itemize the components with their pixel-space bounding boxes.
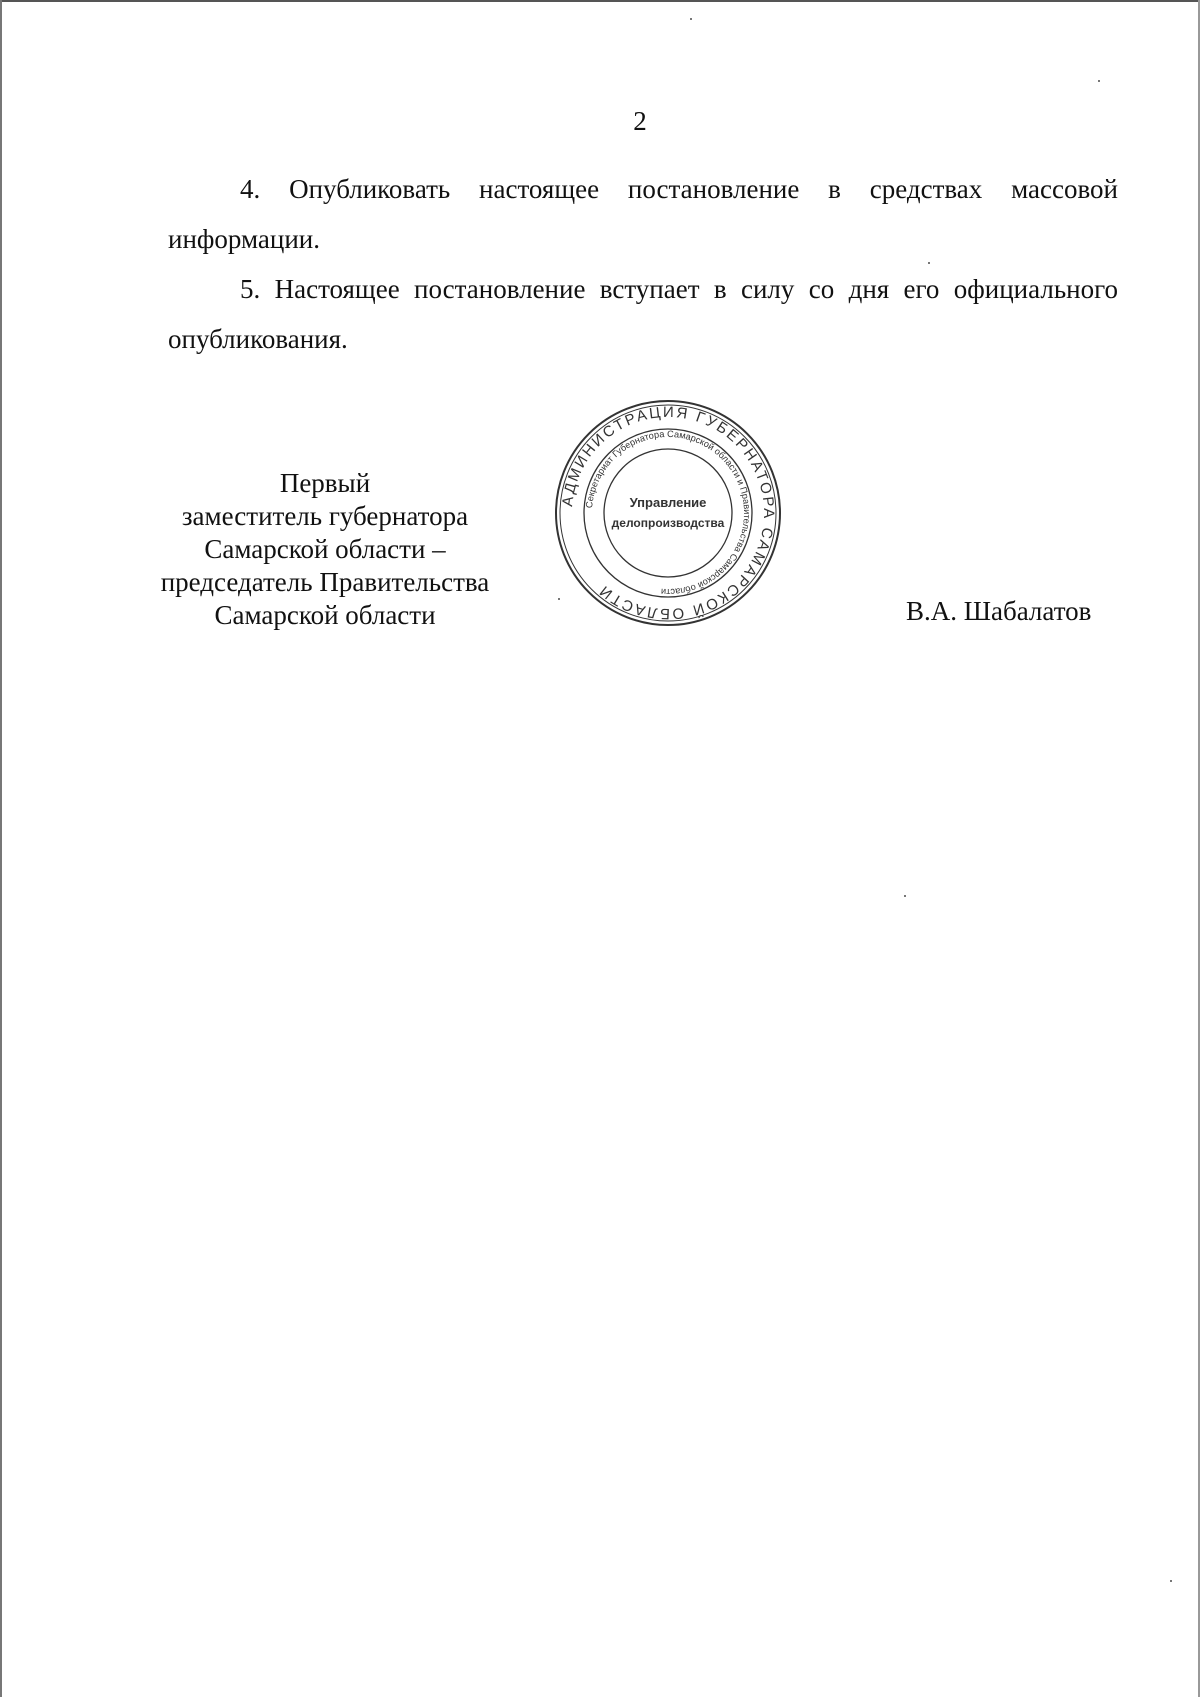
scan-speck bbox=[690, 18, 692, 20]
seal-graphic bbox=[552, 397, 784, 629]
official-seal-stamp bbox=[552, 397, 784, 629]
scan-border-top bbox=[0, 0, 1200, 2]
position-line: председатель Правительства bbox=[160, 567, 490, 597]
scan-speck bbox=[928, 262, 930, 264]
seal-center-line-2: делопроизводства bbox=[611, 516, 725, 530]
seal-inner-text: Секретариат Губернатора Самарской области и Правительства Самарской области bbox=[584, 428, 753, 598]
position-line: Самарской области bbox=[214, 600, 436, 630]
seal-center-line-1: Управление bbox=[629, 495, 707, 510]
paragraph-5: 5. Настоящее постановление вступает в силу со дня его официального опубликования. bbox=[168, 274, 1118, 354]
scan-speck bbox=[1170, 1580, 1172, 1582]
scan-border-left bbox=[0, 0, 2, 1697]
signatory-position bbox=[140, 467, 510, 632]
scan-speck bbox=[558, 598, 560, 600]
position-line: заместитель губернатора bbox=[181, 501, 469, 531]
seal-outer-text: АДМИНИСТРАЦИЯ ГУБЕРНАТОРА САМАРСКОЙ ОБЛАСТИ bbox=[559, 403, 778, 623]
page-number: 2 bbox=[633, 106, 647, 136]
scan-speck bbox=[904, 895, 906, 897]
position-line: Первый bbox=[279, 468, 371, 498]
paragraph-4: 4. Опубликовать настоящее постановление в средствах массовой информации. bbox=[168, 174, 1118, 254]
signatory-name: В.А. Шабалатов bbox=[906, 596, 1092, 626]
scan-speck bbox=[1098, 80, 1100, 82]
position-line: Самарской области – bbox=[204, 534, 446, 564]
